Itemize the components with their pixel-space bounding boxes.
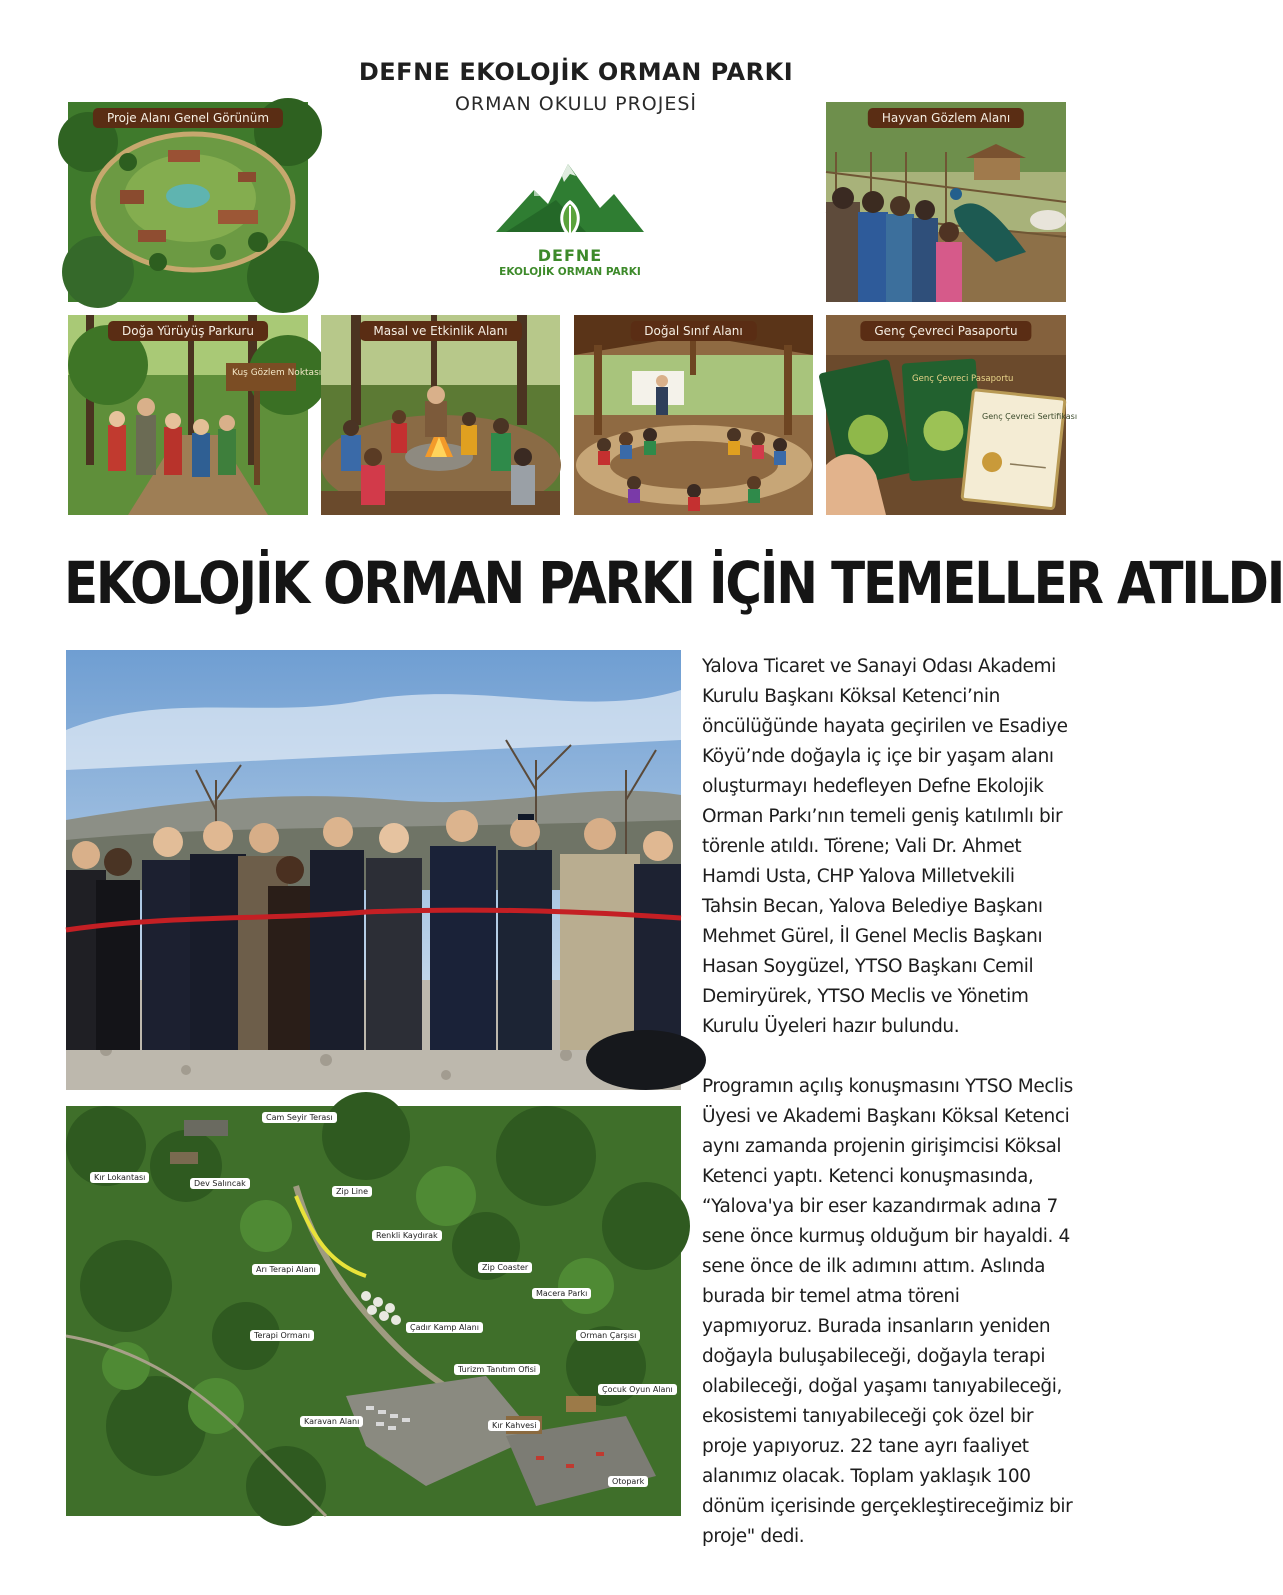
map-label: Cam Seyir Terası <box>262 1112 337 1123</box>
article-paragraph: Yalova Ticaret ve Sanayi Odası Akademi Kurulu Başkanı Köksal Ketenci’nin öncülüğünde hayata geçirilen ve Esadiye Köyü’nde doğayla iç içe bir yaşam alanı oluşturmayı hedefleyen Defne Ekolojik Orman Parkı’nın temeli geniş katılımlı bir törenle atıldı. Törene; Vali Dr. Ahmet Hamdi Usta, CHP Yalova Milletvekili Tahsin Becan, Yalova Belediye Başkanı Mehmet Gürel, İl Genel Meclis Başkanı Hasan Soygüzel, YTSO Başkanı Cemil Demiryürek, YTSO Meclis ve Yönetim Kurulu Üyeleri hazır bulundu. <box>702 656 1068 1037</box>
map-label: Karavan Alanı <box>300 1416 363 1427</box>
gallery-caption: Masal ve Etkinlik Alanı <box>359 321 521 341</box>
passport-text: Genç Çevreci Pasaportu <box>912 374 1014 384</box>
logo-name: DEFNE <box>537 246 603 265</box>
gallery-caption: Hayvan Gözlem Alanı <box>868 108 1024 128</box>
article-headline <box>64 548 1283 618</box>
gallery-caption: Proje Alanı Genel Görünüm <box>93 108 283 128</box>
project-overview-image <box>68 102 308 302</box>
trail-sign-text: Kuş Gözlem Noktası <box>232 368 322 378</box>
map-label: Turizm Tanıtım Ofisi <box>454 1364 540 1375</box>
article-body <box>702 652 1074 1552</box>
map-label: Zip Line <box>332 1186 372 1197</box>
logo-tagline: EKOLOJİK ORMAN PARKI <box>499 266 641 278</box>
map-label: Terapi Ormanı <box>250 1330 314 1341</box>
magazine-title: DEFNE EKOLOJİK ORMAN PARKI <box>358 58 794 86</box>
gallery-caption: Genç Çevreci Pasaportu <box>860 321 1031 341</box>
map-label: Dev Salıncak <box>190 1178 250 1189</box>
gallery-tile-story-area <box>321 315 560 515</box>
gallery-tile-nature-trail <box>68 315 322 515</box>
map-label: Çocuk Oyun Alanı <box>598 1384 677 1395</box>
story-area-image <box>321 315 560 515</box>
map-label: Arı Terapi Alanı <box>252 1264 320 1275</box>
map-label: Kır Kahvesi <box>488 1420 540 1431</box>
gallery-tile-project-overview <box>68 102 308 302</box>
certificate-text: Genç Çevreci Sertifikası <box>982 412 1078 421</box>
nature-trail-image <box>68 315 322 515</box>
headline-text: EKOLOJİK ORMAN PARKI İÇİN TEMELLER ATILDI <box>64 549 1283 617</box>
natural-classroom-image <box>574 315 813 515</box>
map-label: Çadır Kamp Alanı <box>406 1322 483 1333</box>
map-label: Renkli Kaydırak <box>372 1230 442 1241</box>
ceremony-image <box>66 650 681 1090</box>
magazine-subtitle: ORMAN OKULU PROJESİ <box>454 93 698 115</box>
gallery-caption: Doğal Sınıf Alanı <box>630 321 756 341</box>
animal-observation-image <box>826 102 1066 302</box>
ribbon-cutting-photo <box>66 650 681 1090</box>
map-label: Macera Parkı <box>532 1288 591 1299</box>
map-label: Otopark <box>608 1476 648 1487</box>
article-paragraph: Programın açılış konuşmasını YTSO Meclis Üyesi ve Akademi Başkanı Köksal Ketenci aynı zamanda projenin girişimcisi Köksal Ketenci yaptı. Ketenci konuşmasında, “Yalova'ya bir eser kazandırmak adına 7 sene önce kurmuş olduğum bir hayaldi. 4 sene önce de ilk adımını attım. Aslında burada bir temel atma töreni yapmıyoruz. Burada insanların yeniden doğayla buluşabileceği, doğayla terapi olabileceği, doğal yaşamı tanıyabileceği, ekosistemi tanıyabileceği çok özel bir proje yapıyoruz. 22 tane ayrı faaliyet alanımız olacak. Toplam yaklaşık 100 dönüm içerisinde gerçekleştireceğimiz bir proje" dedi. <box>702 1076 1073 1547</box>
passport-image <box>826 315 1078 515</box>
site-plan-map <box>66 1106 681 1516</box>
map-label: Kır Lokantası <box>90 1172 149 1183</box>
gallery-caption: Doğa Yürüyüş Parkuru <box>108 321 268 341</box>
aerial-map-image <box>66 1106 681 1516</box>
gallery-tile-animal-observation <box>826 102 1066 302</box>
mountain-leaf-icon <box>496 160 644 246</box>
defne-logo <box>490 160 662 284</box>
map-label: Orman Çarşısı <box>576 1330 640 1341</box>
map-label: Zip Coaster <box>478 1262 532 1273</box>
gallery-tile-natural-classroom <box>574 315 813 515</box>
gallery-tile-young-environmentalist-passport <box>826 315 1078 515</box>
